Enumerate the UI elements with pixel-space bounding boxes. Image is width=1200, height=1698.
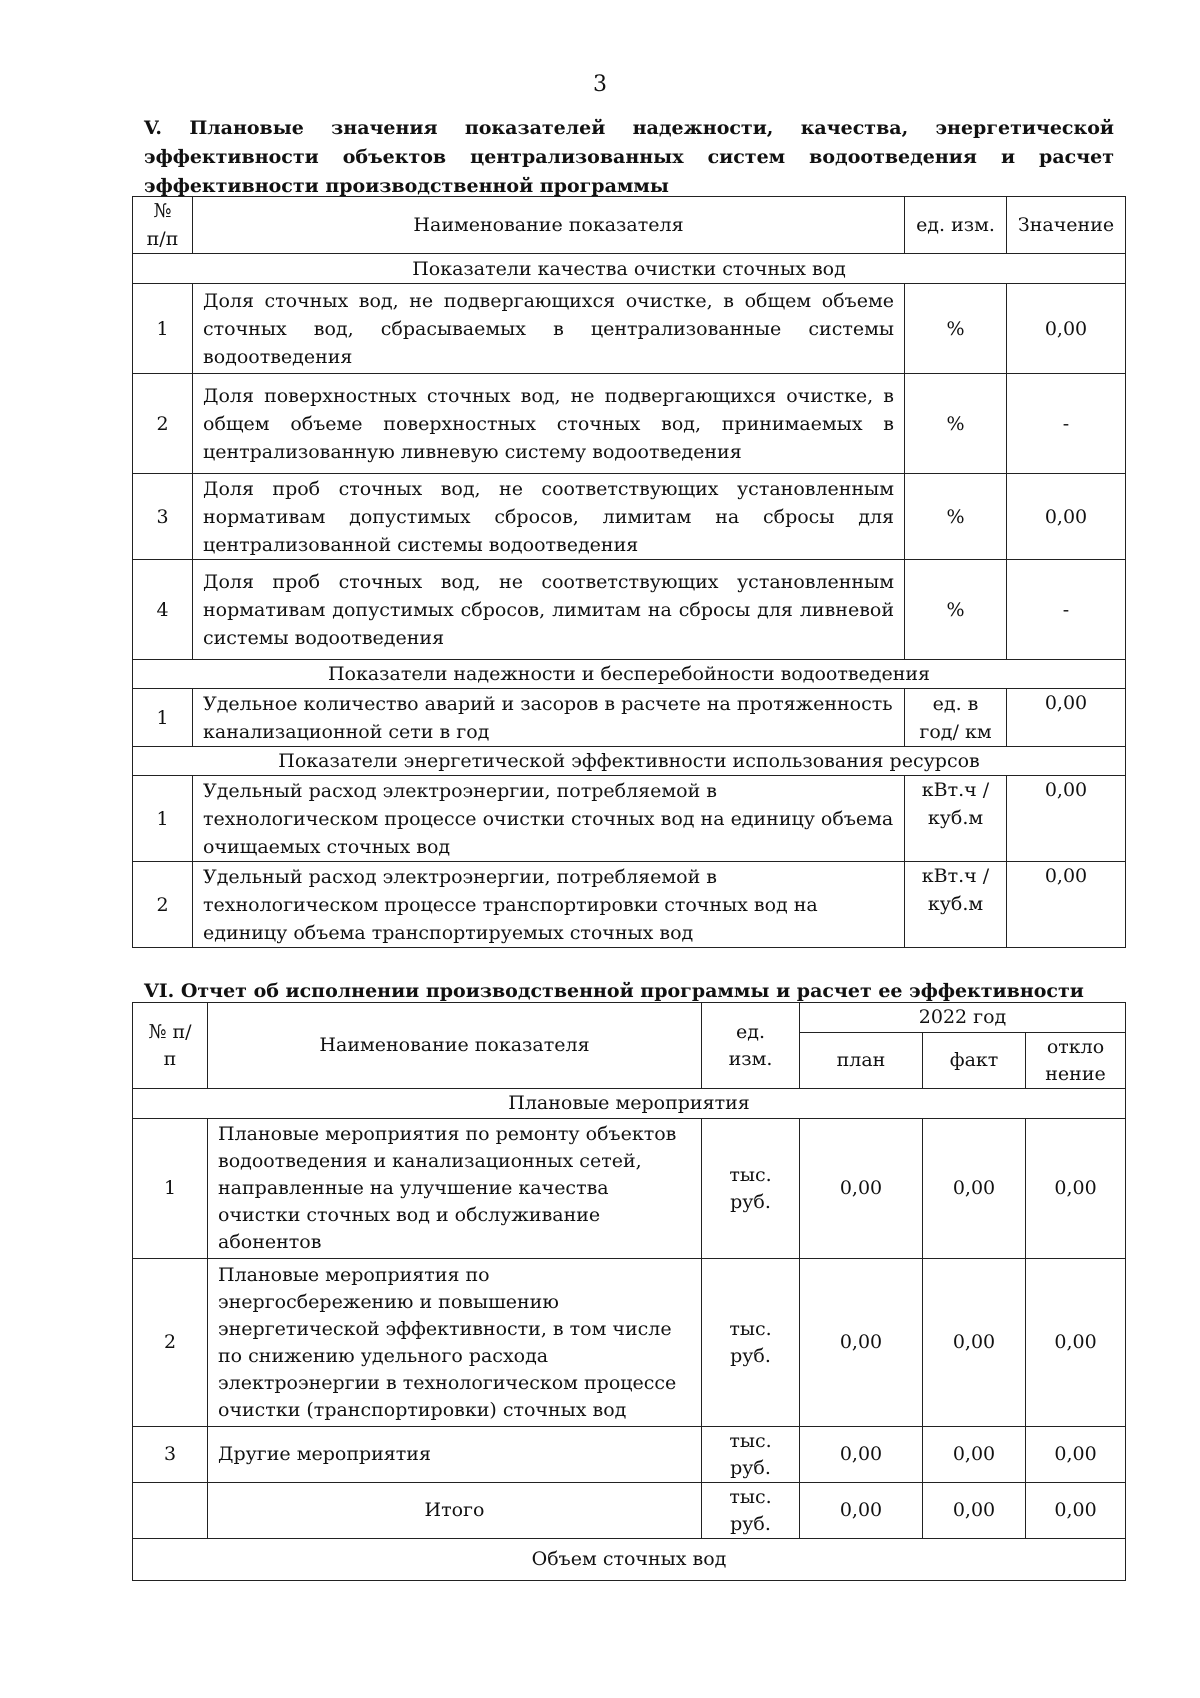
header-name: Наименование показателя xyxy=(208,1003,702,1089)
table-row xyxy=(133,862,1126,948)
row-name: Плановые мероприятия по энергосбережению и повышению энергетической эффективности, в том числе по снижению удельного расхода электроэнергии в технологическом процессе очистки (транспортировки) сточных вод xyxy=(208,1259,702,1427)
table-row xyxy=(133,1119,1126,1259)
row-num: 2 xyxy=(133,374,193,474)
report-table xyxy=(132,1002,1126,1581)
table-row xyxy=(133,776,1126,862)
row-deviation: 0,00 xyxy=(1026,1427,1126,1483)
row-value: 0,00 xyxy=(1007,284,1126,374)
row-value: - xyxy=(1007,560,1126,660)
row-num: 1 xyxy=(133,284,193,374)
total-name: Итого xyxy=(208,1483,702,1539)
row-plan: 0,00 xyxy=(800,1259,923,1427)
total-row xyxy=(133,1483,1126,1539)
row-num: 1 xyxy=(133,776,193,862)
table-row xyxy=(133,374,1126,474)
header-deviation: откло нение xyxy=(1026,1033,1126,1089)
header-name: Наименование показателя xyxy=(193,197,905,254)
table-row xyxy=(133,560,1126,660)
row-value: - xyxy=(1007,374,1126,474)
table-header-row xyxy=(133,197,1126,254)
section-6-title: VI. Отчет об исполнении производственной программы и расчет ее эффективности xyxy=(144,980,1084,1002)
header-fact: факт xyxy=(923,1033,1026,1089)
row-unit: % xyxy=(905,374,1007,474)
row-name: Удельное количество аварий и засоров в расчете на протяженность канализационной сети в год xyxy=(193,689,905,747)
group-row xyxy=(133,254,1126,284)
section-5-title: V. Плановые значения показателей надежности, качества, энергетической эффективности объектов централизованных систем водоотведения и расчет эффективности производственной программы xyxy=(144,117,1114,197)
row-value: 0,00 xyxy=(1007,776,1126,862)
header-num: № п/п xyxy=(133,1003,208,1089)
table-row xyxy=(133,689,1126,747)
row-deviation: 0,00 xyxy=(1026,1119,1126,1259)
group-row xyxy=(133,660,1126,689)
total-deviation: 0,00 xyxy=(1026,1483,1126,1539)
row-name: Другие мероприятия xyxy=(208,1427,702,1483)
row-num: 1 xyxy=(133,689,193,747)
row-unit: % xyxy=(905,474,1007,560)
row-unit: % xyxy=(905,284,1007,374)
group-row xyxy=(133,747,1126,776)
total-num xyxy=(133,1483,208,1539)
total-unit: тыс. руб. xyxy=(702,1483,800,1539)
row-value: 0,00 xyxy=(1007,474,1126,560)
row-unit: кВт.ч / куб.м xyxy=(905,776,1007,862)
row-fact: 0,00 xyxy=(923,1259,1026,1427)
row-unit: тыс. руб. xyxy=(702,1259,800,1427)
header-value: Значение xyxy=(1007,197,1126,254)
row-unit: тыс. руб. xyxy=(702,1119,800,1259)
row-plan: 0,00 xyxy=(800,1427,923,1483)
row-fact: 0,00 xyxy=(923,1427,1026,1483)
group-title: Плановые мероприятия xyxy=(133,1089,1126,1119)
row-name: Доля сточных вод, не подвергающихся очистке, в общем объеме сточных вод, сбрасываемых в централизованные системы водоотведения xyxy=(193,284,905,374)
row-num: 1 xyxy=(133,1119,208,1259)
group-row xyxy=(133,1539,1126,1581)
table-row xyxy=(133,1259,1126,1427)
page-number: 3 xyxy=(593,72,607,97)
row-unit: кВт.ч / куб.м xyxy=(905,862,1007,948)
group-row xyxy=(133,1089,1126,1119)
row-name: Доля проб сточных вод, не соответствующих установленным нормативам допустимых сбросов, лимитам на сбросы для ливневой системы водоотведения xyxy=(193,560,905,660)
row-num: 2 xyxy=(133,862,193,948)
group-title: Объем сточных вод xyxy=(133,1539,1126,1581)
indicators-table xyxy=(132,196,1126,948)
header-year: 2022 год xyxy=(800,1003,1126,1033)
row-deviation: 0,00 xyxy=(1026,1259,1126,1427)
row-value: 0,00 xyxy=(1007,689,1126,747)
row-unit: тыс. руб. xyxy=(702,1427,800,1483)
total-fact: 0,00 xyxy=(923,1483,1026,1539)
header-unit: ед. изм. xyxy=(905,197,1007,254)
row-num: 2 xyxy=(133,1259,208,1427)
row-name: Удельный расход электроэнергии, потребляемой в технологическом процессе транспортировки сточных вод на единицу объема транспортируемых сточных вод xyxy=(193,862,905,948)
group-title: Показатели энергетической эффективности использования ресурсов xyxy=(133,747,1126,776)
row-unit: ед. в год/ км xyxy=(905,689,1007,747)
row-fact: 0,00 xyxy=(923,1119,1026,1259)
group-title: Показатели надежности и бесперебойности водоотведения xyxy=(133,660,1126,689)
row-name: Доля проб сточных вод, не соответствующих установленным нормативам допустимых сбросов, лимитам на сбросы для централизованной системы водоотведения xyxy=(193,474,905,560)
header-plan: план xyxy=(800,1033,923,1089)
total-plan: 0,00 xyxy=(800,1483,923,1539)
row-name: Удельный расход электроэнергии, потребляемой в технологическом процессе очистки сточных вод на единицу объема очищаемых сточных вод xyxy=(193,776,905,862)
row-plan: 0,00 xyxy=(800,1119,923,1259)
row-name: Доля поверхностных сточных вод, не подвергающихся очистке, в общем объеме поверхностных сточных вод, принимаемых в централизованную ливневую систему водоотведения xyxy=(193,374,905,474)
table-row xyxy=(133,284,1126,374)
group-title: Показатели качества очистки сточных вод xyxy=(133,254,1126,284)
table-row xyxy=(133,1427,1126,1483)
row-num: 3 xyxy=(133,1427,208,1483)
row-name: Плановые мероприятия по ремонту объектов водоотведения и канализационных сетей, направленные на улучшение качества очистки сточных вод и обслуживание абонентов xyxy=(208,1119,702,1259)
header-unit: ед. изм. xyxy=(702,1003,800,1089)
row-num: 4 xyxy=(133,560,193,660)
row-num: 3 xyxy=(133,474,193,560)
row-unit: % xyxy=(905,560,1007,660)
row-value: 0,00 xyxy=(1007,862,1126,948)
header-num: № п/п xyxy=(133,197,193,254)
table-row xyxy=(133,474,1126,560)
table-header-row xyxy=(133,1003,1126,1033)
